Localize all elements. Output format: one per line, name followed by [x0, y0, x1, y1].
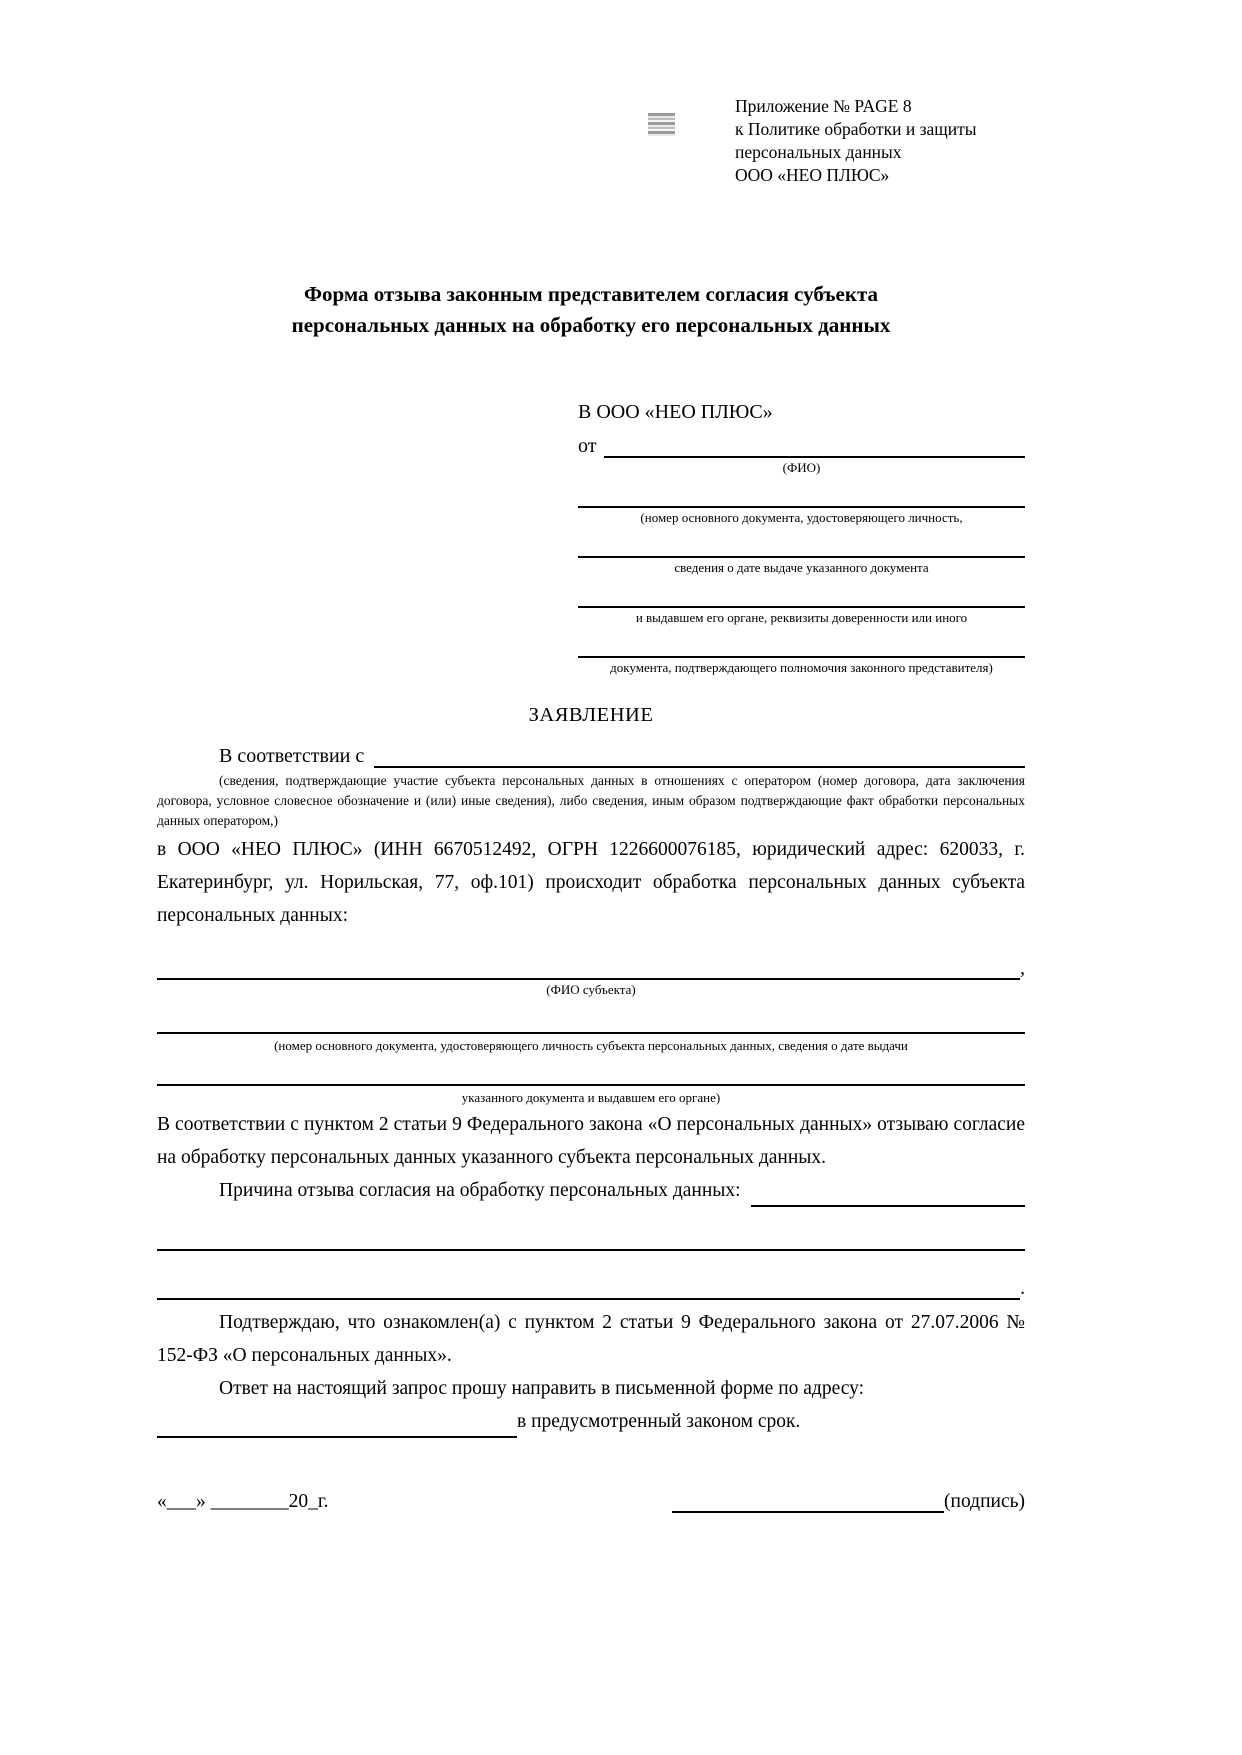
- issue-date-caption: сведения о дате выдаче указанного документа: [674, 560, 929, 575]
- appendix-policy-line: к Политике обработки и защиты: [735, 119, 977, 139]
- reply-address-row: [157, 1405, 1025, 1438]
- authority-document-caption: документа, подтверждающего полномочия законного представителя): [610, 660, 993, 675]
- issuing-authority-group: [578, 576, 1025, 626]
- appendix-policy-line2: персональных данных: [735, 142, 902, 162]
- subject-fio-row: [157, 956, 1025, 980]
- issuing-authority-blank-field: [578, 576, 1025, 608]
- date-blank-field: «___» ________20_г.: [157, 1491, 329, 1513]
- addressee-block: [578, 401, 1025, 676]
- statement-heading: ЗАЯВЛЕНИЕ: [528, 704, 654, 726]
- signature-footer: [157, 1490, 1025, 1513]
- basis-blank-field: [374, 743, 1025, 768]
- subject-document-blank-field2: [157, 1084, 1025, 1086]
- fio-blank-field: [604, 433, 1025, 458]
- form-title: [157, 279, 1025, 341]
- subject-document-caption2: указанного документа и выдавшем его органе): [461, 1090, 721, 1106]
- form-title-line2: персональных данных на обработку его персональных данных: [291, 313, 891, 337]
- document-number-caption: (номер основного документа, удостоверяющего личность,: [640, 510, 963, 525]
- issuing-authority-caption: и выдавшем его органе, реквизиты доверенности или иного: [635, 610, 968, 625]
- appendix-number: Приложение № PAGE 8: [735, 96, 912, 116]
- period-mark: .: [1020, 1277, 1025, 1299]
- reply-tail-text: в предусмотренный законом срок.: [517, 1410, 801, 1432]
- document-number-blank-field: [578, 476, 1025, 508]
- withdrawal-paragraph: В соответствии с пунктом 2 статьи 9 Федерального закона «О персональных данных» отзываю согласие на обработку персональных данных указанного субъекта персональных данных.: [157, 1114, 1025, 1169]
- operator-paragraph: в ООО «НЕО ПЛЮС» (ИНН 6670512492, ОГРН 1226600076185, юридический адрес: 620033, г. Екатеринбург, ул. Норильская, 77, оф.101) происходит обработка персональных данных субъекта персональных данных:: [157, 839, 1025, 926]
- signature-caption: (подпись): [944, 1491, 1025, 1513]
- reason-row: [157, 1174, 1025, 1207]
- signature-blank-field: [672, 1490, 944, 1513]
- addressee-to: В ООО «НЕО ПЛЮС»: [578, 401, 773, 423]
- from-row: [578, 433, 1025, 458]
- appendix-header: [735, 95, 1025, 187]
- form-title-line1: Форма отзыва законным представителем согласия субъекта: [303, 282, 879, 306]
- subject-document-blank-field: [157, 1032, 1025, 1034]
- subject-document-caption: (номер основного документа, удостоверяющего личность субъекта персональных данных, сведения о дате выдачи: [274, 1038, 908, 1054]
- comma-mark: ,: [1020, 958, 1025, 980]
- authority-document-blank-field: [578, 626, 1025, 658]
- issue-date-group: [578, 526, 1025, 576]
- reason-label: Причина отзыва согласия на обработку персональных данных:: [219, 1180, 741, 1202]
- from-label: от: [578, 435, 597, 457]
- reply-address-blank-field: [157, 1414, 517, 1437]
- authority-document-group: [578, 626, 1025, 676]
- issue-date-blank-field: [578, 526, 1025, 558]
- document-content: [157, 0, 1025, 1513]
- blurred-text-icon: [648, 113, 675, 136]
- reason-blank-field: [751, 1183, 1025, 1207]
- reason-blank-line1: [157, 1249, 1025, 1251]
- subject-fio-caption: (ФИО субъекта): [546, 982, 636, 998]
- fine-print-note: (сведения, подтверждающие участие субъекта персональных данных в отношениях с оператором (номер договора, дата заключения договора, условное словесное обозначение и (или) иные сведения), либо сведения, иным образом подтверждающие факт обработки персональных данных оператором,): [157, 773, 1025, 828]
- document-header: [157, 95, 1025, 207]
- reply-intro-paragraph: Ответ на настоящий запрос прошу направить в письменной форме по адресу:: [219, 1377, 865, 1399]
- signature-area: [672, 1490, 1025, 1513]
- subject-fio-blank-field: [157, 956, 1020, 980]
- confirmation-paragraph: Подтверждаю, что ознакомлен(а) с пунктом 2 статьи 9 Федерального закона от 27.07.2006 № 152-ФЗ «О персональных данных».: [157, 1311, 1025, 1366]
- reason-blank-line2: [157, 1275, 1020, 1299]
- company-name: ООО «НЕО ПЛЮС»: [735, 165, 890, 185]
- fio-caption: (ФИО): [782, 460, 821, 475]
- statement-intro-row: [157, 743, 1025, 768]
- document-number-group: [578, 476, 1025, 526]
- statement-intro-label: В соответствии с: [219, 745, 365, 767]
- reason-blank-line2-row: [157, 1275, 1025, 1299]
